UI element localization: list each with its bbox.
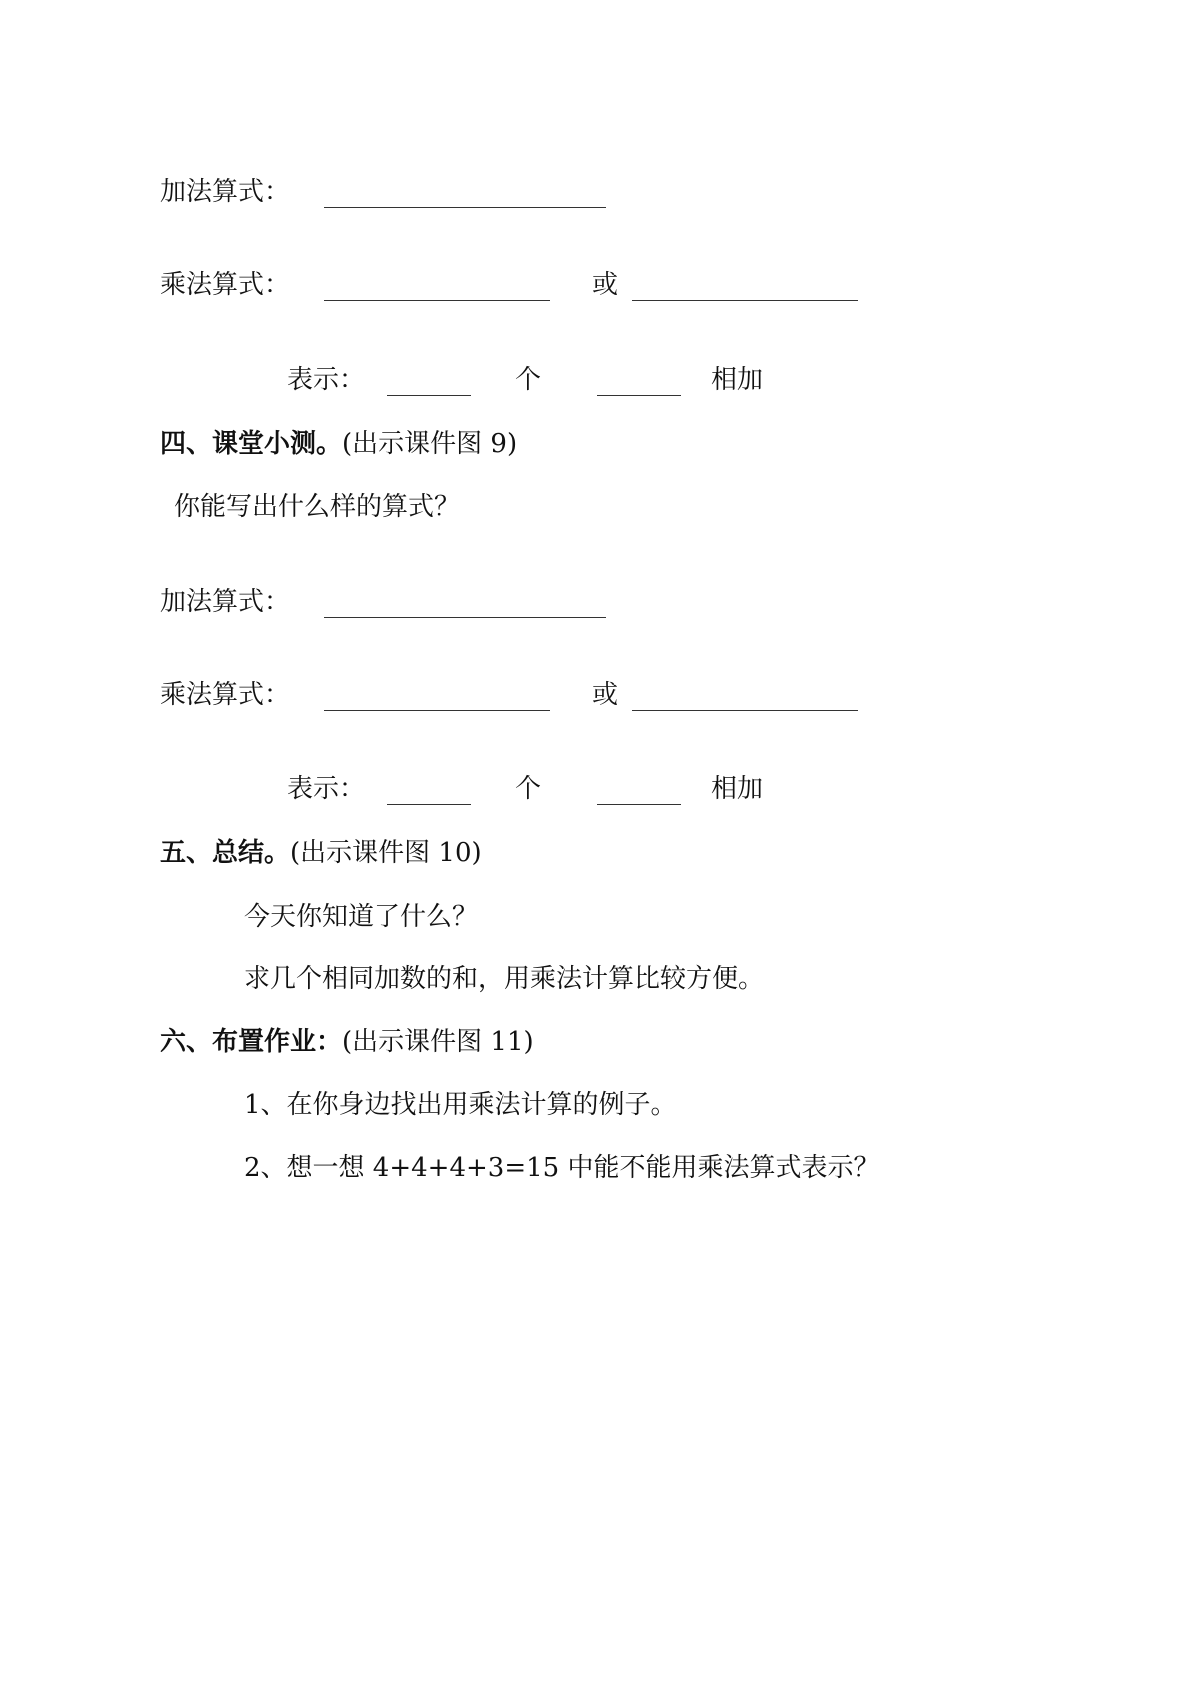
multiplication-label: 乘法算式： — [160, 680, 291, 710]
addend-blank[interactable] — [597, 369, 681, 396]
represents-row-b — [287, 773, 763, 805]
section-note: (出示课件图 10) — [290, 838, 482, 868]
multiplication-blank-1[interactable] — [324, 274, 550, 301]
addition-label: 加法算式： — [160, 587, 291, 617]
section-5-line-1: 今天你知道了什么？ — [244, 902, 479, 932]
section-4-heading — [160, 428, 517, 460]
homework-item-2: 2、想一想 4+4+4+3=15 中能不能用乘法算式表示？ — [244, 1153, 880, 1183]
count-blank[interactable] — [387, 778, 471, 805]
multiplication-blank-1[interactable] — [324, 684, 550, 711]
addition-blank[interactable] — [324, 181, 606, 208]
multiplication-row-a — [160, 269, 858, 301]
section-6-heading — [160, 1026, 534, 1058]
count-blank[interactable] — [387, 369, 471, 396]
homework-item-1: 1、在你身边找出用乘法计算的例子。 — [244, 1090, 677, 1120]
or-text: 或 — [592, 270, 619, 300]
or-text: 或 — [592, 680, 619, 710]
multiplication-label: 乘法算式： — [160, 270, 291, 300]
section-5-heading — [160, 837, 482, 869]
multiplication-row-b — [160, 679, 858, 711]
section-note: (出示课件图 11) — [342, 1027, 534, 1057]
represents-label: 表示： — [287, 365, 366, 395]
multiplication-blank-2[interactable] — [632, 274, 858, 301]
section-note: (出示课件图 9) — [342, 429, 518, 459]
represents-row-a — [287, 364, 763, 396]
section-title: 四、课堂小测。 — [160, 429, 343, 459]
section-title: 五、总结。 — [160, 838, 291, 868]
addition-label: 加法算式： — [160, 177, 291, 207]
ge-text: 个 — [515, 365, 542, 395]
xiangjia-text: 相加 — [711, 774, 764, 804]
section-4-question: 你能写出什么样的算式？ — [174, 492, 461, 522]
section-5-line-2: 求几个相同加数的和，用乘法计算比较方便。 — [244, 964, 765, 994]
addition-row-a — [160, 176, 606, 208]
section-title: 六、布置作业： — [160, 1027, 343, 1057]
addition-row-b — [160, 586, 606, 618]
ge-text: 个 — [515, 774, 542, 804]
represents-label: 表示： — [287, 774, 366, 804]
xiangjia-text: 相加 — [711, 365, 764, 395]
addend-blank[interactable] — [597, 778, 681, 805]
addition-blank[interactable] — [324, 591, 606, 618]
multiplication-blank-2[interactable] — [632, 684, 858, 711]
